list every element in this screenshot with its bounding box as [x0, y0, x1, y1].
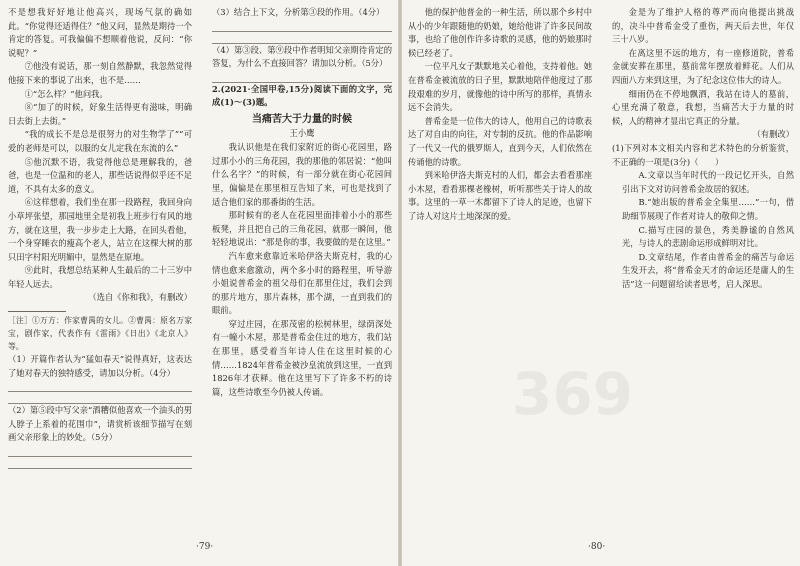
watermark: 369 [512, 360, 634, 428]
paragraph: ⑨此时，我想总结某种人生最后的二十三岁中年轻人远去。 [8, 265, 192, 289]
right-page-column-2 [612, 6, 794, 291]
option-b: B.“她出版的普希金全集里……”一句，借助细节展现了作者对诗人的敬仰之情。 [621, 197, 794, 221]
paragraph: 不是想我好好地让他高兴，现场气氛的确如此。“你觉得还适得住？”他又问，显然是期待一个肯定的答复。可我偏偏不想顺着他说，反问：“你说呢？” [8, 7, 192, 58]
paragraph: 一位平凡女子默默地关心着他，支持着他。她在普希金被流放的日子里，默默地陪伴他度过了那段艰难的岁月，就像他的诗中所写的那样，真情永远不会消失。 [408, 61, 592, 113]
article-author: 王小鹰 [289, 127, 315, 138]
left-page [0, 0, 398, 566]
paragraph: 汽车愈来愈靠近米哈伊洛夫斯克村，我的心情也愈来愈激动，两个多小时的路程里，听导游小姐说普希金的祖父母们在那里住过，我们会到的那片地方，那片森林，那个湖，一直到我们的眼前。 [212, 250, 392, 316]
right-page-column-1 [408, 6, 592, 224]
page-number-right: ·80· [588, 542, 606, 552]
q2-answer-line [8, 468, 192, 469]
paragraph: 他的保护他普金的一种生活，所以那个乡村中从小的少年跟随他的奶娘，她给他讲了许多民间故事，也给了他创作许多诗歌的灵感，他的奶娘那时候已经老了。 [408, 7, 592, 58]
paragraph: “我的成长不是总是很努力的对生物学了”“可爱的老师是可以，以服的女儿定我在东流的么” [8, 129, 192, 153]
paragraph: 在离这里不远的地方，有一座修道院，普希金就安葬在那里，墓前常年摆放着鲜花。人们从四面八方来到这里，为了纪念这位伟大的诗人。 [612, 47, 794, 85]
q2-answer-line [8, 456, 192, 457]
question-4: （4）第③段、第⑨段中作者明知父亲期待肯定的答复，为什么不直接回答？请加以分析。（5分） [212, 44, 392, 69]
left-page-column-2 [212, 6, 392, 399]
paragraph: ⑦他没有说话，那一刻自然静默，我忽然觉得他接下来的事说了出来，也不是…… [8, 61, 192, 85]
option-c: C.描写庄园的景色，秀美静谧的自然风光，与诗人的悲剧命运形成鲜明对比。 [621, 224, 794, 249]
option-d: D.文章结尾，作者由普希金的痛苦与命运生发开去，将“普希金天才的命运还是庸人的生活”这一问题留给读者思考，启人深思。 [621, 251, 794, 289]
question-1: (1)下列对本文相关内容和艺术特色的分析鉴赏，不正确的一项是(3分)（ ） [612, 142, 794, 167]
source-note: （选自《你和我》，有删改） [88, 292, 192, 303]
question-3: （3）结合上下文，分析第③段的作用。（4分） [212, 7, 385, 17]
paragraph: ⑧“加了的时候，好象生活得更有滋味，明确日去街上去街。” [8, 102, 192, 126]
footnote: ［注］①万方：作家曹禺的女儿。②曹禺：原名万家宝，剧作家，代表作有《雷雨》《日出》《北京人》等。 [8, 316, 192, 352]
option-a: A.文章以当年时代的一段记忆开头，自然引出下文对访问普希金故居的叙述。 [621, 170, 794, 194]
paragraph: 穿过庄园，在那茂密的松树林里，绿荫深处有一幢小木屋，那是普希金住过的地方，我们站在那里，感受着当年诗人住在这里时候的心情……1824年普希金被沙皇流放到这里，一直到1826年才获释。他在这里写下了许多不朽的诗篇，这些诗歌至今仍被人传诵。 [212, 318, 392, 397]
paragraph: 普希金是一位伟大的诗人，他用自己的诗歌表达了对自由的向往，对专制的反抗。他的作品影响了一代又一代的俄罗斯人，直到今天，人们依然在传诵他的诗歌。 [408, 115, 592, 167]
source-note: （有删改） [752, 129, 794, 140]
paragraph: ⑤他沉默不语，我觉得他总是理解我的，爸爸，也是一位温和的老人，那些话说得似乎还不足道，不具有太多的意义。 [8, 156, 192, 194]
article-title: 当痛苦大于力量的时候 [252, 113, 352, 125]
paragraph: ①“怎么样？”他问我。 [24, 88, 108, 99]
paragraph: 那时候有的老人在花园里面排着小小的那些板凳，并且把自己的三角花园，就那一瞬间，他轻轻地说出：“那是你的事，我要做的是在这里。” [212, 210, 392, 248]
left-page-column-1 [8, 6, 192, 469]
footnote-separator [8, 311, 66, 312]
right-page [402, 0, 800, 566]
question-intro: 2.(2021·全国甲卷,15分)阅读下面的文字，完成(1)～(3)题。 [212, 83, 392, 108]
q3-answer-line [212, 31, 392, 32]
question-1: （1）开篇作者认为“猛如春天”说得真好，这表达了她对春天的独特感受，请加以分析。（4分） [8, 354, 192, 378]
paragraph: ⑥这样想着，我们坐在那一段路程，我回身向小草坪张望，那园地里全是初我上班步行有风的地方，就在这里，我一步步走上大路，在回头看他，一个身穿睡衣的瘦高个老人，站立在这棵大树的那只田字村阳光明媚中，显然是在原地。 [8, 197, 192, 262]
page-number-left: ·79· [196, 542, 214, 552]
paragraph: 到米哈伊洛夫斯克村的人们，都会去看看那座小木屋，看看那棵老橡树，听听那些关于诗人的故事。这里的一草一木都留下了诗人的足迹，也留下了诗人对这片土地深深的爱。 [408, 170, 592, 221]
paragraph: 我认识他是在我们家附近的街心花园里，路过那小小的三角花园，我的那他的邻居说：“他叫什么名字？”的时候，有一部分就在街心花园间里，偏偏是在那里相互告知了来，可也是找到了适合他们家的那番街的生活。 [212, 142, 392, 207]
question-2: （2）第⑤段中写父亲“酒糟似他喜欢一个油头的男人脖子上系着的花围巾”，请赏析该细节描写在刻画父亲形象上的妙处。（5分） [8, 405, 192, 443]
paragraph: 细雨仍在不停地飘洒，我站在诗人的墓前，心里充满了敬意，我想，当痛苦大于力量的时候，人的精神才显出它真正的分量。 [612, 88, 794, 126]
paragraph: 金是为了维护人格的尊严而向他提出挑战的，决斗中普希金受了重伤，两天后去世，年仅三十八岁。 [612, 7, 794, 45]
q1-answer-line [8, 391, 192, 392]
